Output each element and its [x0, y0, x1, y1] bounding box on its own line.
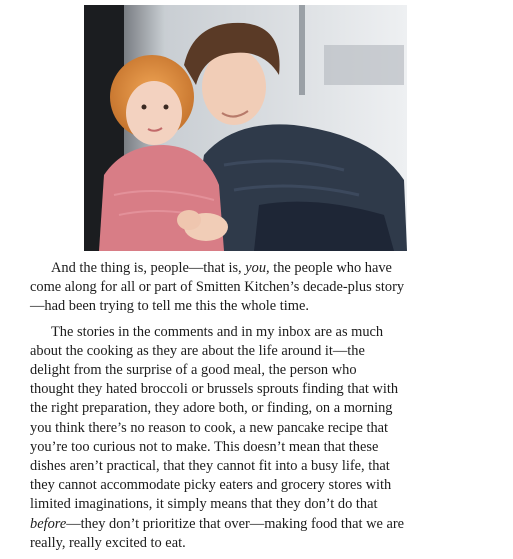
text-run: come along for all or part of Smitten Kitchen’s decade-plus story: [30, 279, 405, 296]
text-run: , the people who have: [266, 260, 392, 276]
text-run: —they don’t prioritize that over—making food that we are: [66, 515, 405, 532]
text-run: And the thing is, people—that is,: [51, 260, 246, 276]
text-run: really, really excited to eat.: [30, 534, 186, 551]
text-run: thought they hated broccoli or brussels sprouts finding that with: [30, 381, 399, 398]
text-run: The stories in the comments and in my inbox are as much: [51, 323, 384, 340]
body-text: [30, 259, 490, 559]
boy-face: [202, 49, 266, 125]
text-run: dishes aren’t practical, that they cannot fit into a busy life, that: [30, 458, 390, 475]
photo-illustration: [84, 5, 407, 251]
text-run: limited imaginations, it simply means that they don’t do that: [30, 496, 378, 513]
background-building: [324, 45, 404, 85]
text-run: delight from the surprise of a good meal, the person who: [30, 362, 357, 379]
girl-face: [126, 81, 182, 145]
text-run: they cannot accommodate picky eaters and grocery stores with: [30, 477, 392, 494]
text-run: you’re too curious not to make. This doesn’t mean that these: [30, 438, 379, 455]
text-run: the right preparation, they adore both, or finding, on a morning: [30, 400, 393, 417]
paragraph: [30, 259, 490, 317]
photo-children: [84, 5, 407, 251]
emphasis-text: you: [245, 260, 267, 276]
paragraph: [30, 323, 490, 553]
text-run: about the cooking as they are about the life around it—the: [30, 342, 365, 359]
window-mullion: [299, 5, 305, 95]
text-run: —had been trying to tell me this the whole time.: [30, 298, 309, 315]
text-run: you think there’s no reason to cook, a new pancake recipe that: [30, 419, 389, 436]
emphasis-text: before: [30, 515, 67, 532]
